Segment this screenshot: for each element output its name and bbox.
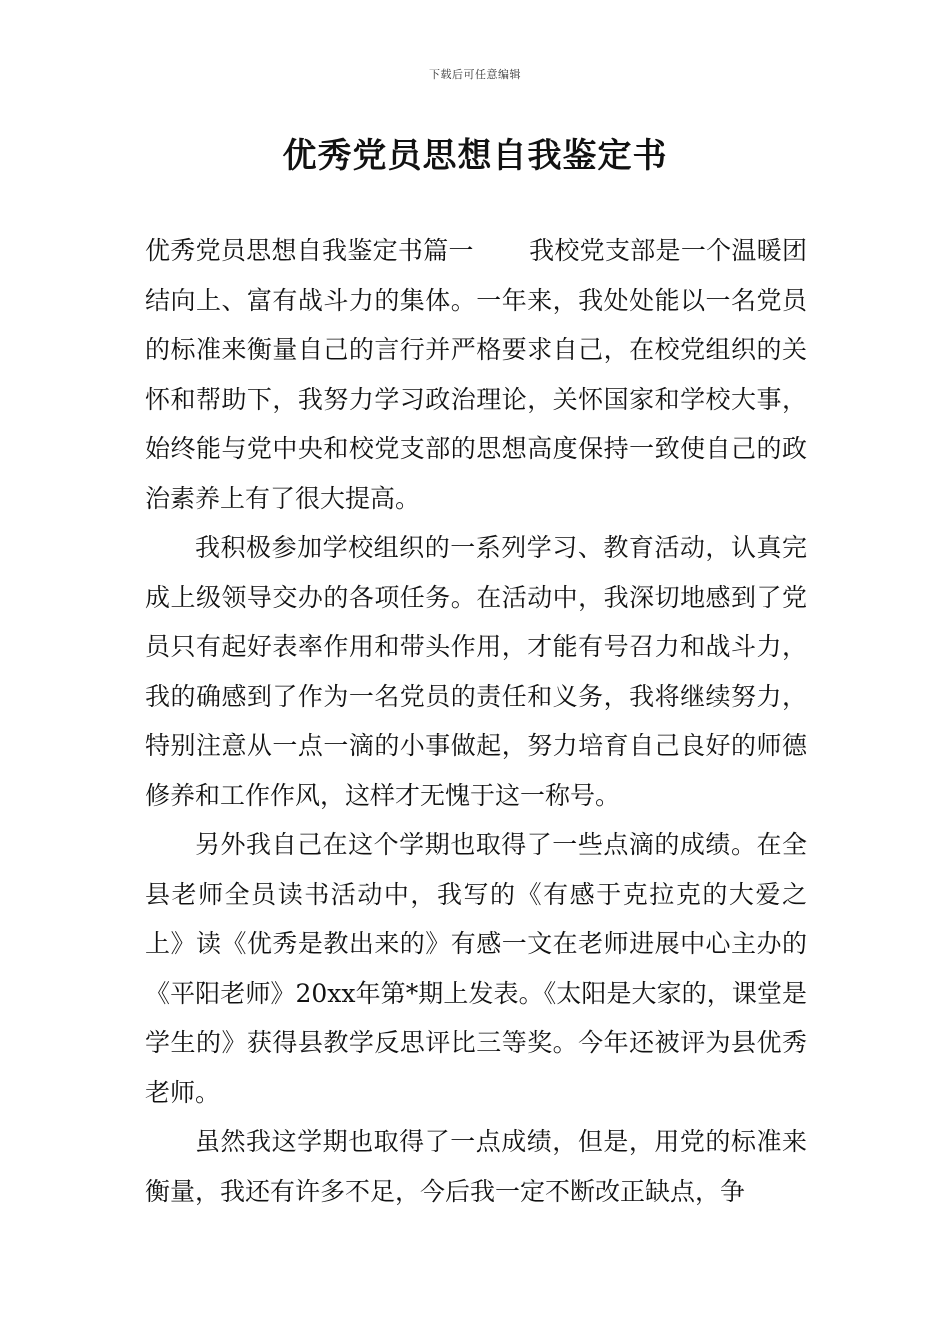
document-body [145, 226, 807, 1216]
paragraph-text: 我校党支部是一个温暖团结向上、富有战斗力的集体。一年来，我处处能以一名党员的标准来衡量自己的言行并严格要求自己，在校党组织的关怀和帮助下，我努力学习政治理论，关怀国家和学校大事，始终能与党中央和校党支部的思想高度保持一致使自己的政治素养上有了很大提高。 [145, 236, 807, 513]
download-note: 下载后可任意编辑 [429, 68, 521, 81]
page-title: 优秀党员思想自我鉴定书 [282, 136, 668, 176]
paragraph-3: 另外我自己在这个学期也取得了一些点滴的成绩。在全县老师全员读书活动中，我写的《有感于克拉克的大爱之上》读《优秀是教出来的》有感一文在老师进展中心主办的《平阳老师》20xx年第*期上发表。《太阳是大家的，课堂是学生的》获得县教学反思评比三等奖。今年还被评为县优秀老师。 [145, 830, 807, 1107]
paragraph-2: 我积极参加学校组织的一系列学习、教育活动，认真完成上级领导交办的各项任务。在活动中，我深切地感到了党员只有起好表率作用和带头作用，才能有号召力和战斗力，我的确感到了作为一名党员的责任和义务，我将继续努力，特别注意从一点一滴的小事做起，努力培育自己良好的师德修养和工作作风，这样才无愧于这一称号。 [145, 533, 807, 810]
paragraph-1 [145, 226, 807, 523]
section-heading: 优秀党员思想自我鉴定书篇一 [145, 236, 474, 265]
paragraph-4: 虽然我这学期也取得了一点成绩，但是，用党的标准来衡量，我还有许多不足，今后我一定不断改正缺点，争 [145, 1127, 807, 1206]
